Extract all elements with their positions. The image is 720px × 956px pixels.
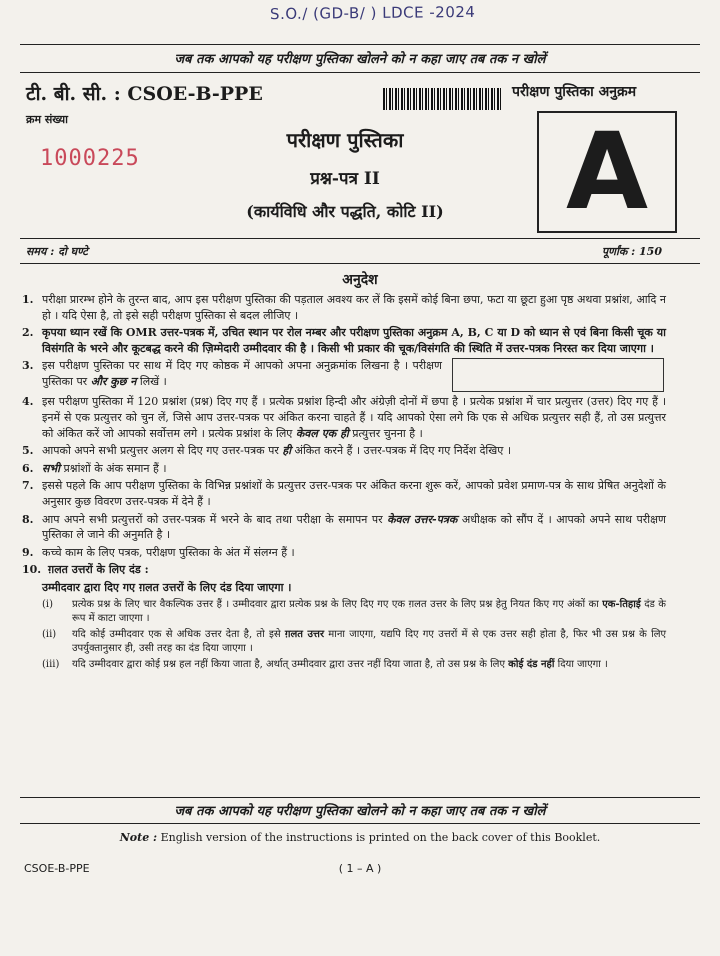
instruction-7: 7. इससे पहले कि आप परीक्षण पुस्तिका के विभिन्न प्रश्नांशों के प्रत्युत्तर उत्तर-पत्रक पर अंकित करना शुरू करें, आपको प्रवेश प्रमाण-पत्र के साथ प्रेषित अनुदेशों के अनुसार कुछ विवरण उत्तर-पत्रक में देने हैं । xyxy=(22,479,666,508)
english-note xyxy=(0,831,720,844)
header-rule xyxy=(20,72,700,73)
penalty-item-2: (ii) यदि कोई उम्मीदवार एक से अधिक उत्तर देता है, तो इसे ग़लत उत्तर माना जाएगा, यद्यपि दिए गए उत्तरों में से एक उत्तर सही होता है, फिर भी उस प्रश्न के लिए उपर्युक्तानुसार ही, उसी तरह का दंड दिया जाएगा । xyxy=(42,628,667,654)
instructions-heading: अनुदेश xyxy=(342,272,378,288)
instruction-8: 8. आप अपने सभी प्रत्युत्तरों को उत्तर-पत्रक में भरने के बाद तथा परीक्षा के समापन पर केवल उत्तर-पत्रक अधीक्षक को सौंप दें । आपको अपने साथ परीक्षण पुस्तिका ले जाने की अनुमति है । xyxy=(22,512,666,542)
instruction-3: 3. इस परीक्षण पुस्तिका पर साथ में दिए गए कोष्ठक में आपको अपना अनुक्रमांक लिखना है । परीक्षण पुस्तिका पर और कुछ न लिखें । xyxy=(22,358,666,392)
marks-label: पूर्णांक : 150 xyxy=(601,245,662,258)
penalty-lead: उम्मीदवार द्वारा दिए गए ग़लत उत्तरों के लिए दंड दिया जाएगा । xyxy=(42,580,292,594)
instruction-4: 4. इस परीक्षण पुस्तिका में 120 प्रश्नांश (प्रश्न) दिए गए हैं । प्रत्येक प्रश्नांश हिन्दी और अंग्रेज़ी दोनों में छपा है । प्रत्येक प्रश्नांश में चार प्रत्युत्तर (उत्तर) दिए गए हैं । इनमें से एक प्रत्युत्तर को चुन लें, जिसे आप उत्तर-पत्रक पर अंकित करना चाहते हैं । यदि आपको ऐसा लगे कि एक से अधिक प्रत्युत्तर सही हैं, तो उस प्रत्युत्तर को अंकित करें जो आपको सर्वोत्तम लगे । प्रत्येक प्रश्नांश के लिए केवल एक ही प्रत्युत्तर चुनना है । xyxy=(22,395,666,440)
instruction-6: 6. सभी प्रश्नांशों के अंक समान हैं । xyxy=(22,461,167,475)
penalty-item-3: (iii) यदि उम्मीदवार द्वारा कोई प्रश्न हल नहीं किया जाता है, अर्थात् उम्मीदवार द्वारा उत्तर नहीं दिया जाता है, तो उस प्रश्न के लिए कोई दंड नहीं दिया जाएगा । xyxy=(42,658,608,670)
paper-subtitle: (कार्यविधि और पद्धति, कोटि II) xyxy=(246,202,444,221)
instructions-list xyxy=(22,292,666,674)
time-label: समय : दो घण्टे xyxy=(26,245,88,258)
penalty-item-1: (i) प्रत्येक प्रश्न के लिए चार वैकल्पिक उत्तर हैं । उम्मीदवार द्वारा प्रत्येक प्रश्न के लिए दिए गए एक ग़लत उत्तर के लिए प्रश्न हेतु नियत किए गए अंकों का एक-तिहाई दंड के रूप में काटा जाएगा । xyxy=(42,598,666,624)
bottom-rule-top xyxy=(20,797,700,798)
note-label: Note : xyxy=(119,831,158,844)
top-rule xyxy=(20,44,700,45)
bottom-rule xyxy=(20,823,700,824)
instruction-2: 2. कृपया ध्यान रखें कि OMR उत्तर-पत्रक में, उचित स्थान पर रोल नम्बर और परीक्षण पुस्तिका अनुक्रम A, B, C या D को ध्यान से एवं बिना किसी चूक या विसंगति के भरने और कूटबद्ध करने की ज़िम्मेदारी उम्मीदवार की है । किसी भी प्रकार की चूक/विसंगति की स्थिति में उत्तर-पत्रक निरस्त कर दिया जाएगा । xyxy=(22,326,666,355)
serial-label: क्रम संख्या xyxy=(26,113,68,126)
instruction-1: 1. परीक्षा प्रारम्भ होने के तुरन्त बाद, आप इस परीक्षण पुस्तिका की पड़ताल अवश्य कर लें कि इसमें कोई बिना छपा, फटा या छूटा हुआ पृष्ठ अथवा प्रश्नांश, आदि न हो । यदि ऐसा है, तो इसे सही परीक्षण पुस्तिका से बदल लीजिए । xyxy=(22,293,666,322)
serial-number: 1000225 xyxy=(40,146,140,171)
page-number: ( 1 – A ) xyxy=(338,862,382,875)
tbc-code: टी. बी. सी. : CSOE-B-PPE xyxy=(26,83,263,105)
booklet-sequence-label: परीक्षण पुस्तिका अनुक्रम xyxy=(512,84,637,100)
series-box xyxy=(537,111,677,233)
top-banner: जब तक आपको यह परीक्षण पुस्तिका खोलने को न कहा जाए तब तक न खोलें xyxy=(174,52,546,67)
instruction-5: 5. आपको अपने सभी प्रत्युत्तर अलग से दिए गए उत्तर-पत्रक पर ही अंकित करने हैं । उत्तर-पत्रक में दिए गए निर्देश देखिए । xyxy=(22,444,512,458)
handwritten-note: S.O./ (GD-B/ ) LDCE -2024 xyxy=(269,2,476,24)
instructions-rule xyxy=(20,263,700,264)
note-text: English version of the instructions is printed on the back cover of this Booklet. xyxy=(157,831,601,844)
time-rule xyxy=(20,238,700,239)
booklet-title: परीक्षण पुस्तिका xyxy=(286,128,404,152)
series-letter: A xyxy=(565,110,649,233)
roll-number-box[interactable] xyxy=(452,358,664,392)
barcode xyxy=(383,88,503,110)
paper-title: प्रश्न-पत्र II xyxy=(310,169,380,189)
bottom-banner: जब तक आपको यह परीक्षण पुस्तिका खोलने को न कहा जाए तब तक न खोलें xyxy=(174,804,546,819)
instruction-9: 9. कच्चे काम के लिए पत्रक, परीक्षण पुस्तिका के अंत में संलग्न हैं । xyxy=(22,545,295,559)
footer-code: CSOE-B-PPE xyxy=(24,862,90,875)
instruction-10: 10. ग़लत उत्तरों के लिए दंड : xyxy=(22,563,149,577)
